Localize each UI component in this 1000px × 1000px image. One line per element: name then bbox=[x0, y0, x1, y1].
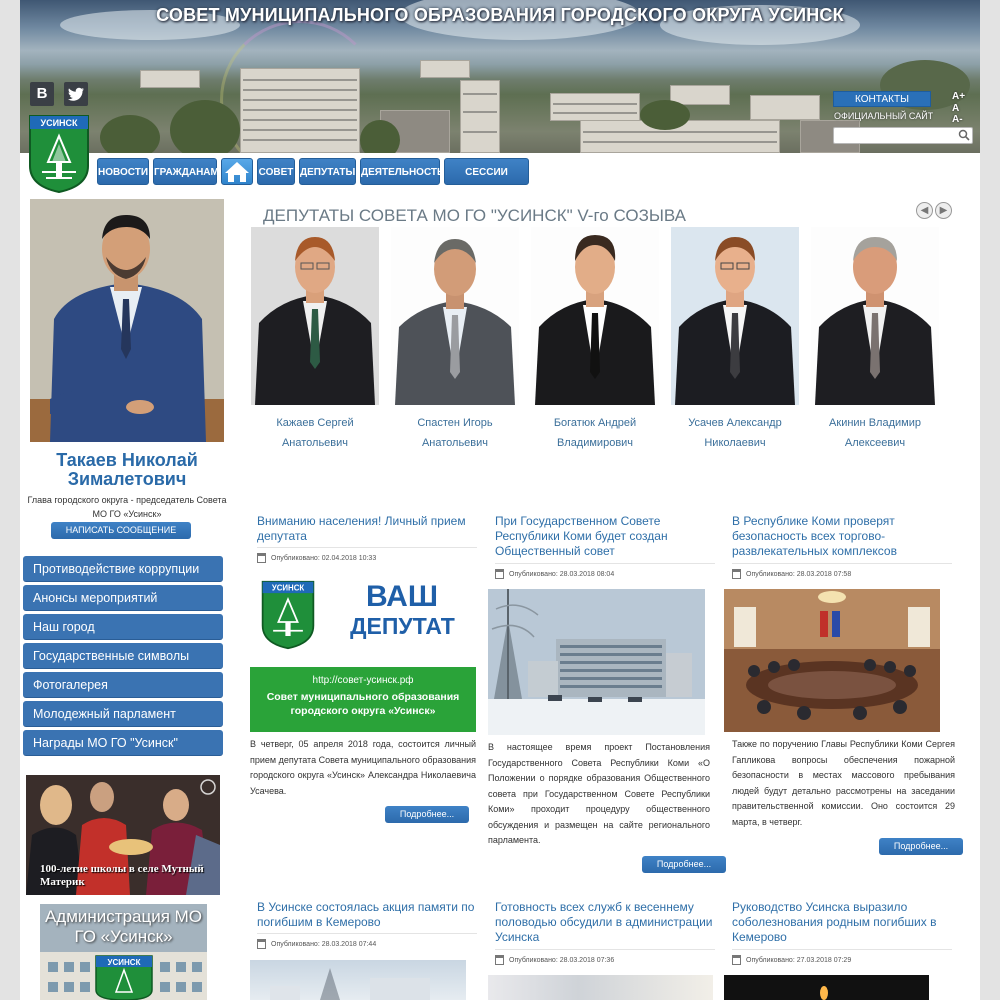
nav-activity[interactable]: ДЕЯТЕЛЬНОСТЬ bbox=[360, 158, 440, 185]
vk-icon[interactable]: В bbox=[30, 82, 54, 106]
nav-news[interactable]: НОВОСТИ bbox=[97, 158, 149, 185]
calendar-icon bbox=[732, 569, 741, 579]
font-normal-button[interactable]: A bbox=[952, 103, 960, 114]
news-item bbox=[250, 514, 483, 824]
deputy-poster[interactable] bbox=[250, 580, 476, 732]
calendar-icon bbox=[257, 939, 266, 949]
news-text: Также по поручению Главы Республики Коми Сергея Гапликова вопросы обеспечения пожарной безопасности в местах массового пребывания людей будут детально рассмотрены на заседании правительственной комиссии. Оно состоится 29 марта, в четверг. bbox=[732, 739, 955, 827]
news-date: Опубликовано: 28.03.2018 07:58 bbox=[732, 563, 952, 579]
news-date: Опубликовано: 28.03.2018 07:36 bbox=[495, 949, 715, 965]
news-title[interactable]: Вниманию населения! Личный прием депутата bbox=[257, 514, 466, 543]
font-larger-button[interactable]: A+ bbox=[952, 91, 966, 102]
nav-council[interactable]: СОВЕТ bbox=[257, 158, 295, 185]
deputy-photo bbox=[531, 227, 659, 405]
meeting-room-image bbox=[724, 589, 940, 732]
deputy-card[interactable] bbox=[531, 227, 659, 453]
news-image[interactable] bbox=[488, 589, 705, 735]
photogallery-widget[interactable] bbox=[26, 775, 220, 895]
read-more-button[interactable]: Подробнее... bbox=[642, 856, 726, 873]
poster-logo-text: УСИНСК bbox=[271, 583, 305, 593]
usinsk-logo[interactable] bbox=[28, 114, 90, 194]
twitter-bird-icon bbox=[64, 82, 88, 106]
sidebar-item-our-city[interactable]: Наш город bbox=[23, 614, 223, 640]
write-message-button[interactable]: НАПИСАТЬ СООБЩЕНИЕ bbox=[51, 522, 191, 539]
chair-photo[interactable] bbox=[30, 199, 224, 442]
chair-name: Такаев Николай Зималетович bbox=[56, 450, 198, 489]
search-icon[interactable] bbox=[957, 128, 972, 143]
deputy-name-first[interactable]: Усачев Александр bbox=[688, 417, 782, 429]
nav-sessions[interactable]: СЕССИИ СОВЕТА bbox=[444, 158, 529, 185]
official-site-link[interactable]: ОФИЦИАЛЬНЫЙ САЙТ bbox=[834, 111, 934, 121]
deputy-card[interactable] bbox=[811, 227, 939, 453]
poster-logo bbox=[257, 580, 319, 650]
news-title[interactable]: В Усинске состоялась акция памяти по погибшим в Кемерово bbox=[257, 900, 475, 929]
administration-banner-text: Администрация МО ГО «Усинск» bbox=[44, 907, 203, 946]
twitter-icon[interactable] bbox=[64, 82, 88, 106]
deputy-photo bbox=[391, 227, 519, 405]
deputy-card[interactable] bbox=[251, 227, 379, 453]
sidebar-item-anticorruption[interactable]: Противодействие коррупции bbox=[23, 556, 223, 582]
sidebar-item-awards[interactable]: Награды МО ГО "Усинск" bbox=[23, 730, 223, 756]
news-date: Опубликовано: 02.04.2018 10:33 bbox=[257, 547, 477, 563]
news-image[interactable] bbox=[724, 589, 940, 732]
home-icon bbox=[222, 159, 252, 184]
poster-title-2: ДЕПУТАТ bbox=[350, 613, 455, 639]
calendar-icon bbox=[495, 569, 504, 579]
news-title[interactable]: В Республике Коми проверят безопасность всех торгово-развлекательных комплексов bbox=[732, 514, 897, 558]
administration-banner[interactable] bbox=[40, 904, 207, 1000]
news-item bbox=[488, 514, 721, 874]
news-item bbox=[732, 900, 958, 1000]
gallery-caption: 100-летие школы в селе Мутный Материк bbox=[40, 863, 204, 888]
sidebar-item-photogallery[interactable]: Фотогалерея bbox=[23, 672, 223, 698]
deputy-name-first[interactable]: Спастен Игорь bbox=[417, 417, 493, 429]
news-title[interactable]: Руководство Усинска выразило соболезнования родным погибших в Кемерово bbox=[732, 900, 937, 944]
news-image[interactable] bbox=[724, 975, 929, 1000]
news-date: Опубликовано: 27.03.2018 07:29 bbox=[732, 949, 952, 965]
page bbox=[20, 0, 980, 1000]
calendar-icon bbox=[732, 955, 741, 965]
deputy-name-second[interactable]: Владимирович bbox=[556, 437, 634, 449]
news-title[interactable]: Готовность всех служб к весеннему половодью обсудили в администрации Усинска bbox=[495, 900, 713, 944]
news-item bbox=[257, 900, 483, 1000]
sidebar-item-youth-parliament[interactable]: Молодежный парламент bbox=[23, 701, 223, 727]
admin-logo-text: УСИНСК bbox=[107, 958, 141, 967]
news-text: В настоящее время проект Постановления Государственного Совета Республики Коми «О Положении о порядке образования Общественного совета при Государственном Совете Республики Коми» проходит процедуру общественного обсуждения и размещен на сайте регионального парламента. bbox=[488, 742, 710, 845]
memorial-image bbox=[250, 960, 466, 1000]
header-banner bbox=[20, 0, 980, 153]
poster-caption: Совет муниципального образования городского округа «Усинск» bbox=[266, 691, 460, 717]
deputy-card[interactable] bbox=[391, 227, 519, 453]
news-item bbox=[495, 900, 721, 1000]
news-date: Опубликовано: 28.03.2018 08:04 bbox=[495, 563, 715, 579]
calendar-icon bbox=[257, 553, 266, 563]
news-title[interactable]: При Государственном Совете Республики Коми будет создан Общественный совет bbox=[495, 514, 668, 558]
news-image[interactable] bbox=[250, 960, 466, 1000]
candle-image bbox=[724, 975, 929, 1000]
deputy-name-second[interactable]: Анатольевич bbox=[281, 437, 349, 449]
logo-text: УСИНСК bbox=[40, 118, 78, 128]
news-text: В четверг, 05 апреля 2018 года, состоится личный прием депутата Совета муниципального образования городского округа «Усинск» Александра Николаевича Усачева. bbox=[250, 739, 477, 796]
nav-citizens[interactable]: ГРАЖДАНАМ bbox=[153, 158, 217, 185]
deputy-name-first[interactable]: Богатюк Андрей bbox=[553, 417, 637, 429]
carousel-prev-button[interactable]: ◀ bbox=[916, 202, 933, 219]
sidebar-item-announcements[interactable]: Анонсы мероприятий bbox=[23, 585, 223, 611]
news-image[interactable] bbox=[488, 975, 713, 1000]
deputy-name-first[interactable]: Кажаев Сергей bbox=[276, 417, 354, 429]
deputy-name-second[interactable]: Анатольевич bbox=[421, 437, 489, 449]
read-more-button[interactable]: Подробнее... bbox=[879, 838, 963, 855]
deputy-name-second[interactable]: Алексеевич bbox=[844, 437, 906, 449]
deputy-name-first[interactable]: Акинин Владимир bbox=[829, 417, 921, 429]
deputies-title: ДЕПУТАТЫ СОВЕТА МО ГО "УСИНСК" V-го СОЗЫВА bbox=[263, 206, 687, 225]
deputy-photo bbox=[251, 227, 379, 405]
nav-deputies[interactable]: ДЕПУТАТЫ bbox=[299, 158, 356, 185]
chair-position: Глава городского округа - председатель Совета МО ГО «Усинск» bbox=[27, 495, 227, 519]
news-date: Опубликовано: 28.03.2018 07:44 bbox=[257, 933, 477, 949]
deputy-photo bbox=[811, 227, 939, 405]
search-input[interactable] bbox=[833, 127, 973, 144]
chair-photo-image bbox=[30, 199, 224, 442]
deputy-name-second[interactable]: Николаевич bbox=[704, 437, 766, 449]
deputy-card[interactable] bbox=[671, 227, 799, 453]
contacts-button[interactable]: КОНТАКТЫ bbox=[833, 91, 931, 107]
sidebar-item-state-symbols[interactable]: Государственные символы bbox=[23, 643, 223, 669]
font-smaller-button[interactable]: A- bbox=[952, 114, 963, 125]
deputy-photo bbox=[671, 227, 799, 405]
poster-title-1: ВАШ bbox=[366, 580, 438, 613]
poster-url: http://совет-усинск.рф bbox=[312, 675, 414, 686]
site-title: СОВЕТ МУНИЦИПАЛЬНОГО ОБРАЗОВАНИЯ ГОРОДСКОГО ОКРУГА УСИНСК bbox=[156, 5, 844, 25]
nav-home[interactable] bbox=[221, 158, 253, 185]
poster-green-band bbox=[250, 667, 476, 732]
calendar-icon bbox=[495, 955, 504, 965]
council-building-image bbox=[488, 589, 705, 735]
news-item bbox=[732, 514, 958, 864]
carousel-next-button[interactable]: ▶ bbox=[935, 202, 952, 219]
read-more-button[interactable]: Подробнее... bbox=[385, 806, 469, 823]
